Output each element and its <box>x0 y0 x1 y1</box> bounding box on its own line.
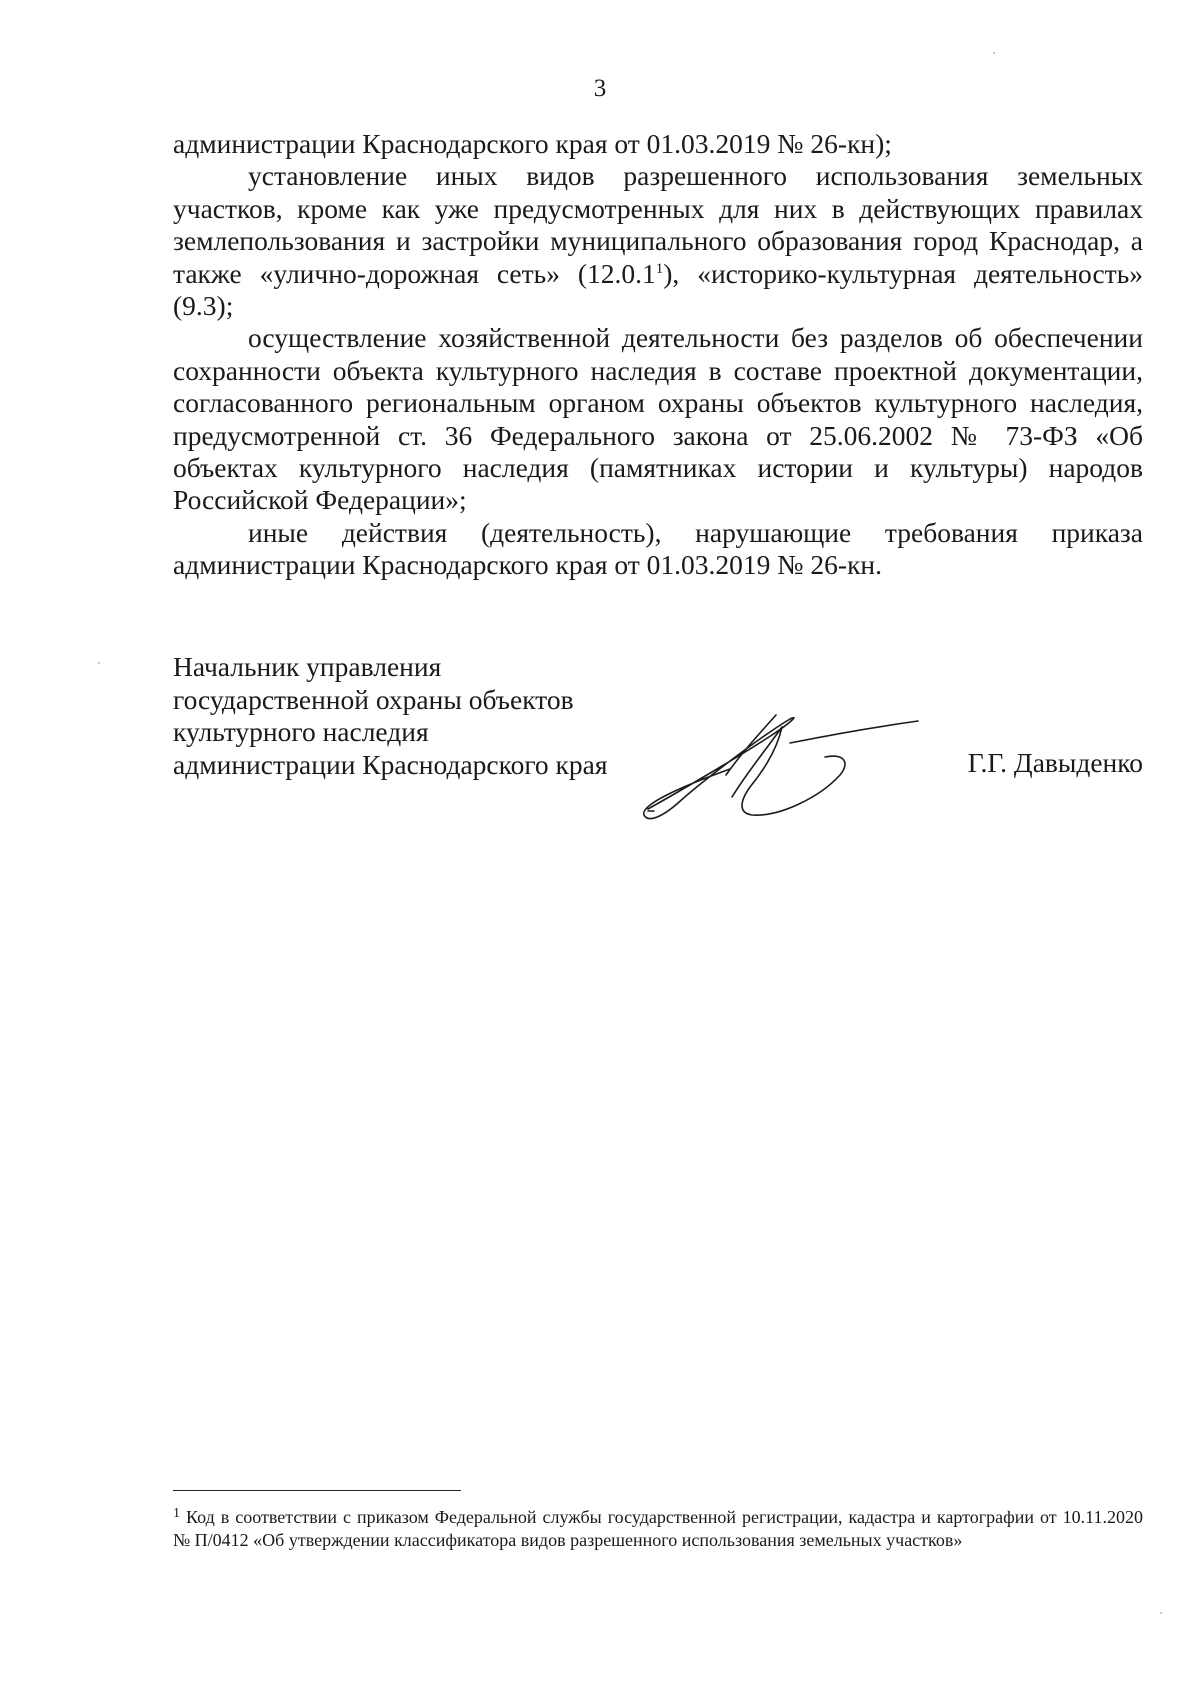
paragraph-land-use-text: установление иных видов разрешенного использования земельных участков, кроме как уже предусмотренных для них в действующих правилах землепользования и застройки муниципального образования город Краснодар, а также «улично-дорожная сеть» (12.0.1 <box>173 160 1143 289</box>
footnote-divider <box>173 1490 461 1491</box>
signature-title-line: культурного наследия <box>173 716 429 747</box>
scan-speck <box>1160 1612 1162 1614</box>
paragraph-other-actions: иные действия (деятельность), нарушающие требования приказа администрации Краснодарского края от 01.03.2019 № 26-кн. <box>173 516 1143 581</box>
footnote-reference: 1 <box>655 260 664 277</box>
document-body <box>173 128 1143 582</box>
paragraph-land-use <box>173 160 1143 322</box>
signature-title-line: Начальник управления <box>173 651 442 682</box>
paragraph-continuation: администрации Краснодарского края от 01.03.2019 № 26-кн); <box>173 128 892 159</box>
footnote-text: Код в соответствии с приказом Федеральной службы государственной регистрации, кадастра и картографии от 10.11.2020 № П/0412 «Об утверждении классификатора видов разрешенного использования земельных участков» <box>173 1507 1143 1550</box>
signature-title-line: государственной охраны объектов <box>173 683 574 715</box>
scan-speck <box>98 662 100 664</box>
signature-title-line: администрации Краснодарского края <box>173 748 608 780</box>
footnote <box>173 1502 1143 1552</box>
paragraph-economic-activity: осуществление хозяйственной деятельности без разделов об обеспечении сохранности объекта культурного наследия в составе проектной документации, согласованного региональным органом охраны объектов культурного наследия, предусмотренной ст. 36 Федерального закона от 25.06.2002 № 73-ФЗ «Об объектах культурного наследия (памятниках истории и культуры) народов Российской Федерации»; <box>173 322 1143 516</box>
paragraph-land-use-tail: ), «историко-культурная деятельность» (9.3); <box>173 257 1143 322</box>
signer-name: Г.Г. Давыденко <box>967 747 1143 778</box>
scan-speck <box>993 52 995 54</box>
handwritten-signature <box>640 705 920 825</box>
footnote-mark: 1 <box>173 1506 180 1521</box>
page-number: 3 <box>593 75 607 102</box>
